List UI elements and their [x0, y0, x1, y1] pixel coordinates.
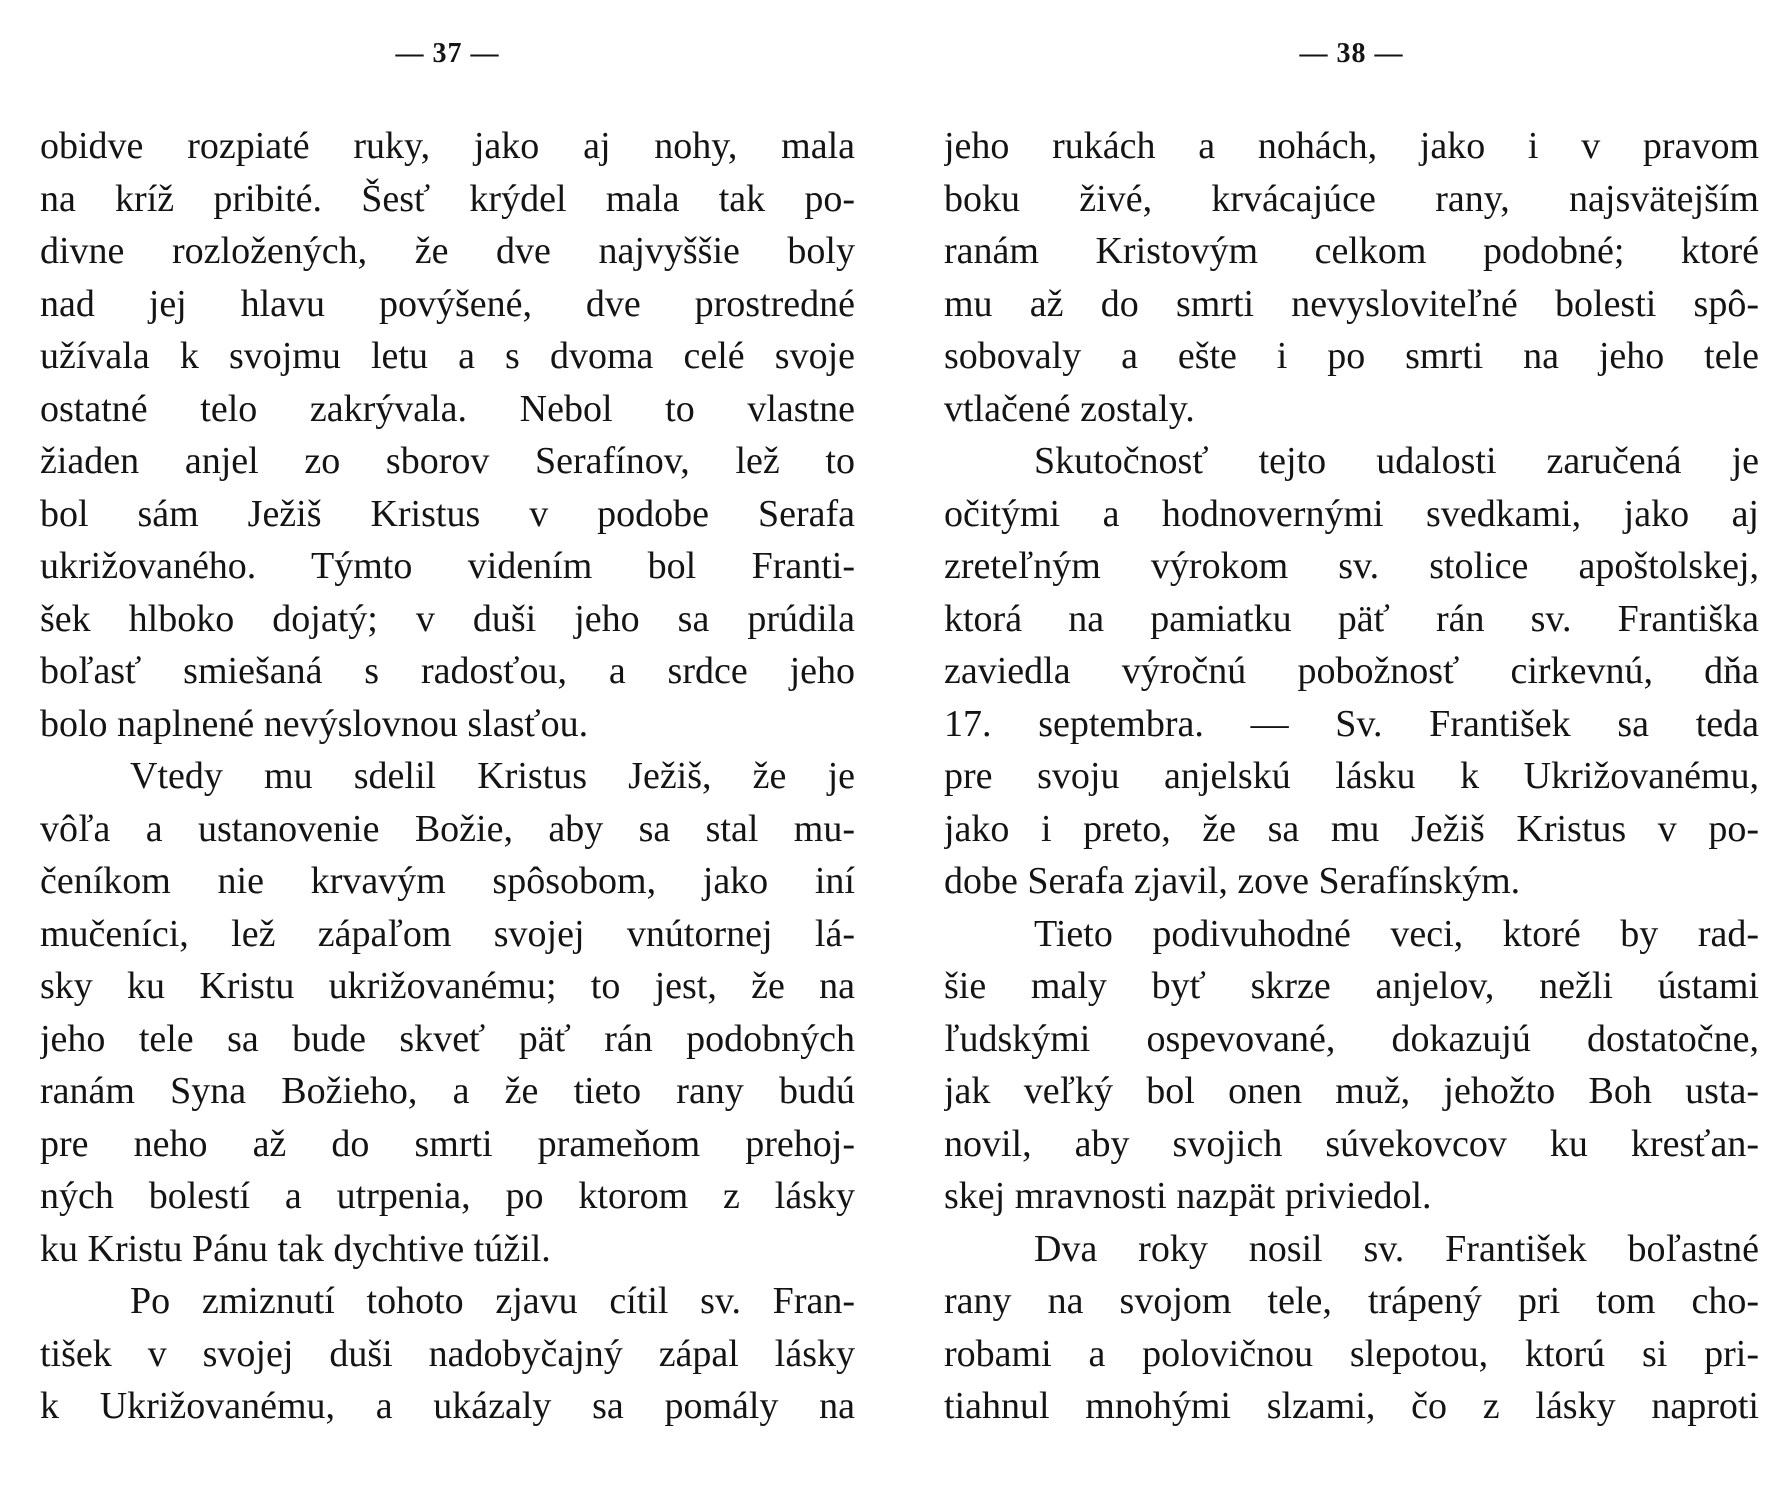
text-line: nad jej hlavu povýšené, dve prostredné [40, 282, 855, 325]
right-page-text [944, 120, 1759, 1433]
text-line: šek hlboko dojatý; v duši jeho sa prúdila [40, 597, 855, 640]
text-line: ranám Kristovým celkom podobné; ktoré [944, 230, 1759, 272]
text-line: boľasť smiešaná s radosťou, a srdce jeho [40, 650, 855, 692]
text-line: sky ku Kristu ukrižovanému; to jest, že na [40, 965, 855, 1007]
text-line: sobovaly a ešte i po smrti na jeho tele [944, 335, 1759, 377]
text-line: ných bolestí a utrpenia, po ktorom z lásky [40, 1175, 855, 1217]
text-line: čeníkom nie krvavým spôsobom, jako iní [40, 860, 855, 902]
text-line: Tieto podivuhodné veci, ktoré by rad- [1034, 912, 1759, 955]
text-line: očitými a hodnovernými svedkami, jako aj [944, 492, 1759, 535]
text-line: pre neho až do smrti prameňom prehoj- [40, 1122, 855, 1165]
text-line: tiahnul mnohými slzami, čo z lásky naproti [944, 1385, 1759, 1427]
text-line: jeho tele sa bude skveť päť rán podobných [40, 1017, 855, 1060]
left-page-text [40, 120, 855, 1433]
text-line: jeho rukách a nohách, jako i v pravom [944, 125, 1759, 167]
text-line: bolo naplnené nevýslovnou slasťou. [40, 702, 589, 745]
text-line: na kríž pribité. Šesť krýdel mala tak po- [40, 177, 855, 220]
text-line: rany na svojom tele, trápený pri tom cho- [944, 1280, 1759, 1322]
text-line: vtlačené zostaly. [944, 387, 1195, 430]
text-line: Po zmiznutí tohoto zjavu cítil sv. Fran- [130, 1280, 855, 1322]
text-line: obidve rozpiaté ruky, jako aj nohy, mala [40, 125, 855, 167]
text-line: tišek v svojej duši nadobyčajný zápal lásky [40, 1332, 855, 1375]
text-line: zaviedla výročnú pobožnosť cirkevnú, dňa [944, 650, 1759, 692]
text-line: ktorá na pamiatku päť rán sv. Františka [944, 597, 1759, 640]
text-line: zreteľným výrokom sv. stolice apoštolskej, [944, 545, 1759, 587]
text-line: žiaden anjel zo sborov Serafínov, lež to [40, 440, 855, 482]
text-line: Dva roky nosil sv. František boľastné [1034, 1227, 1759, 1270]
text-line: novil, aby svojich súvekovcov ku kresťan- [944, 1122, 1759, 1165]
page-number-left: — 37 — [395, 38, 500, 69]
text-line: ľudskými ospevované, dokazujú dostatočne, [944, 1017, 1759, 1060]
text-line: mučeníci, lež zápaľom svojej vnútornej lá- [40, 912, 855, 955]
text-line: dobe Serafa zjavil, zove Serafínským. [944, 860, 1521, 902]
text-line: užívala k svojmu letu a s dvoma celé svoje [40, 335, 855, 377]
text-line: Skutočnosť tejto udalosti zaručená je [1034, 440, 1759, 482]
text-line: jak veľký bol onen muž, jehožto Boh usta- [944, 1070, 1759, 1112]
text-line: divne rozložených, že dve najvyššie boly [40, 230, 855, 272]
text-line: Vtedy mu sdelil Kristus Ježiš, že je [130, 755, 855, 797]
text-line: pre svoju anjelskú lásku k Ukrižovanému, [944, 755, 1759, 797]
page-number-right: — 38 — [1299, 38, 1404, 69]
left-page [40, 0, 855, 1500]
text-line: ku Kristu Pánu tak dychtive túžil. [40, 1227, 551, 1270]
text-line: bol sám Ježiš Kristus v podobe Serafa [40, 492, 855, 535]
text-line: jako i preto, že sa mu Ježiš Kristus v po- [944, 807, 1759, 850]
text-line: skej mravnosti nazpät priviedol. [944, 1175, 1432, 1217]
text-line: ranám Syna Božieho, a že tieto rany budú [40, 1070, 855, 1112]
text-line: boku živé, krvácajúce rany, najsvätejším [944, 177, 1759, 220]
text-line: 17. septembra. — Sv. František sa teda [944, 702, 1759, 745]
text-line: šie maly byť skrze anjelov, nežli ústami [944, 965, 1759, 1007]
text-line: mu až do smrti nevysloviteľné bolesti spô- [944, 282, 1759, 325]
text-line: k Ukrižovanému, a ukázaly sa pomály na [40, 1385, 855, 1427]
text-line: ostatné telo zakrývala. Nebol to vlastne [40, 387, 855, 430]
text-line: ukrižovaného. Týmto videním bol Franti- [40, 545, 855, 587]
text-line: robami a polovičnou slepotou, ktorú si pri- [944, 1332, 1759, 1375]
text-line: vôľa a ustanovenie Božie, aby sa stal mu- [40, 807, 855, 850]
right-page [944, 0, 1759, 1500]
